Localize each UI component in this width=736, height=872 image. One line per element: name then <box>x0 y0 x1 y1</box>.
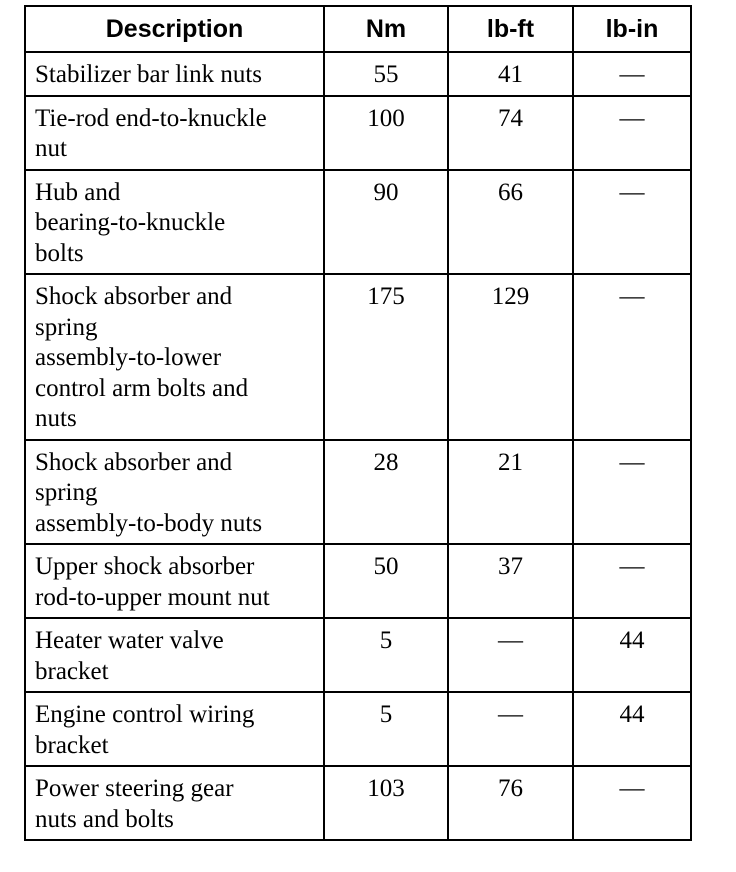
description-line: nuts <box>35 405 77 432</box>
cell-nm: 55 <box>324 52 448 96</box>
description-line: Shock absorber and <box>35 448 233 476</box>
cell-lb-ft: 74 <box>448 96 573 170</box>
cell-description <box>25 52 324 96</box>
description-line: Stabilizer bar link nuts <box>35 61 263 88</box>
table-row <box>25 52 691 96</box>
table-row <box>25 96 691 170</box>
cell-lb-in: 44 <box>573 618 691 692</box>
table-row <box>25 440 691 545</box>
description-line: spring <box>35 479 98 506</box>
cell-lb-in: — <box>573 440 691 545</box>
cell-description <box>25 274 324 440</box>
cell-lb-ft: 21 <box>448 440 573 545</box>
cell-description <box>25 692 324 766</box>
table-row <box>25 766 691 840</box>
cell-lb-in: — <box>573 274 691 440</box>
cell-description <box>25 440 324 545</box>
cell-lb-in: 44 <box>573 692 691 766</box>
header-row <box>25 6 691 52</box>
description-line: Tie-rod end-to-knuckle <box>35 104 267 132</box>
description-line: Heater water valve <box>35 627 224 654</box>
description-line: Hub and <box>35 178 121 206</box>
cell-nm: 5 <box>324 618 448 692</box>
cell-description <box>25 170 324 275</box>
cell-lb-in: — <box>573 544 691 618</box>
description-line: control arm bolts and <box>35 374 249 402</box>
cell-nm: 100 <box>324 96 448 170</box>
header-lb-ft: lb-ft <box>448 6 573 52</box>
table-row <box>25 618 691 692</box>
cell-lb-ft: — <box>448 692 573 766</box>
table-row <box>25 692 691 766</box>
cell-nm: 103 <box>324 766 448 840</box>
cell-description <box>25 766 324 840</box>
description-line: assembly-to-body nuts <box>35 509 263 537</box>
table-body <box>25 52 691 840</box>
description-line: bracket <box>35 657 109 685</box>
description-line: Engine control wiring <box>35 701 255 728</box>
cell-lb-ft: 129 <box>448 274 573 440</box>
description-line: Power steering gear <box>35 775 234 802</box>
cell-lb-ft: 37 <box>448 544 573 618</box>
description-line: spring <box>35 313 98 341</box>
cell-lb-in: — <box>573 766 691 840</box>
description-line: Upper shock absorber <box>35 553 255 580</box>
table-header <box>25 6 691 52</box>
header-lb-in: lb-in <box>573 6 691 52</box>
header-description: Description <box>25 6 324 52</box>
cell-nm: 90 <box>324 170 448 275</box>
description-line: nuts and bolts <box>35 805 174 833</box>
description-line: bracket <box>35 731 109 759</box>
cell-nm: 50 <box>324 544 448 618</box>
cell-lb-in: — <box>573 96 691 170</box>
description-line: nut <box>35 135 67 162</box>
description-line: rod-to-upper mount nut <box>35 583 270 611</box>
cell-lb-ft: — <box>448 618 573 692</box>
table-row <box>25 170 691 275</box>
cell-lb-in: — <box>573 52 691 96</box>
cell-lb-ft: 76 <box>448 766 573 840</box>
description-line: Shock absorber and <box>35 283 233 310</box>
cell-nm: 28 <box>324 440 448 545</box>
cell-lb-ft: 66 <box>448 170 573 275</box>
cell-description <box>25 618 324 692</box>
cell-description <box>25 544 324 618</box>
table-row <box>25 274 691 440</box>
description-line: bolts <box>35 239 84 267</box>
description-line: bearing-to-knuckle <box>35 209 226 236</box>
cell-nm: 175 <box>324 274 448 440</box>
header-nm: Nm <box>324 6 448 52</box>
cell-description <box>25 96 324 170</box>
description-line: assembly-to-lower <box>35 344 222 371</box>
torque-specifications-table <box>24 5 692 841</box>
table-row <box>25 544 691 618</box>
cell-lb-ft: 41 <box>448 52 573 96</box>
cell-nm: 5 <box>324 692 448 766</box>
cell-lb-in: — <box>573 170 691 275</box>
